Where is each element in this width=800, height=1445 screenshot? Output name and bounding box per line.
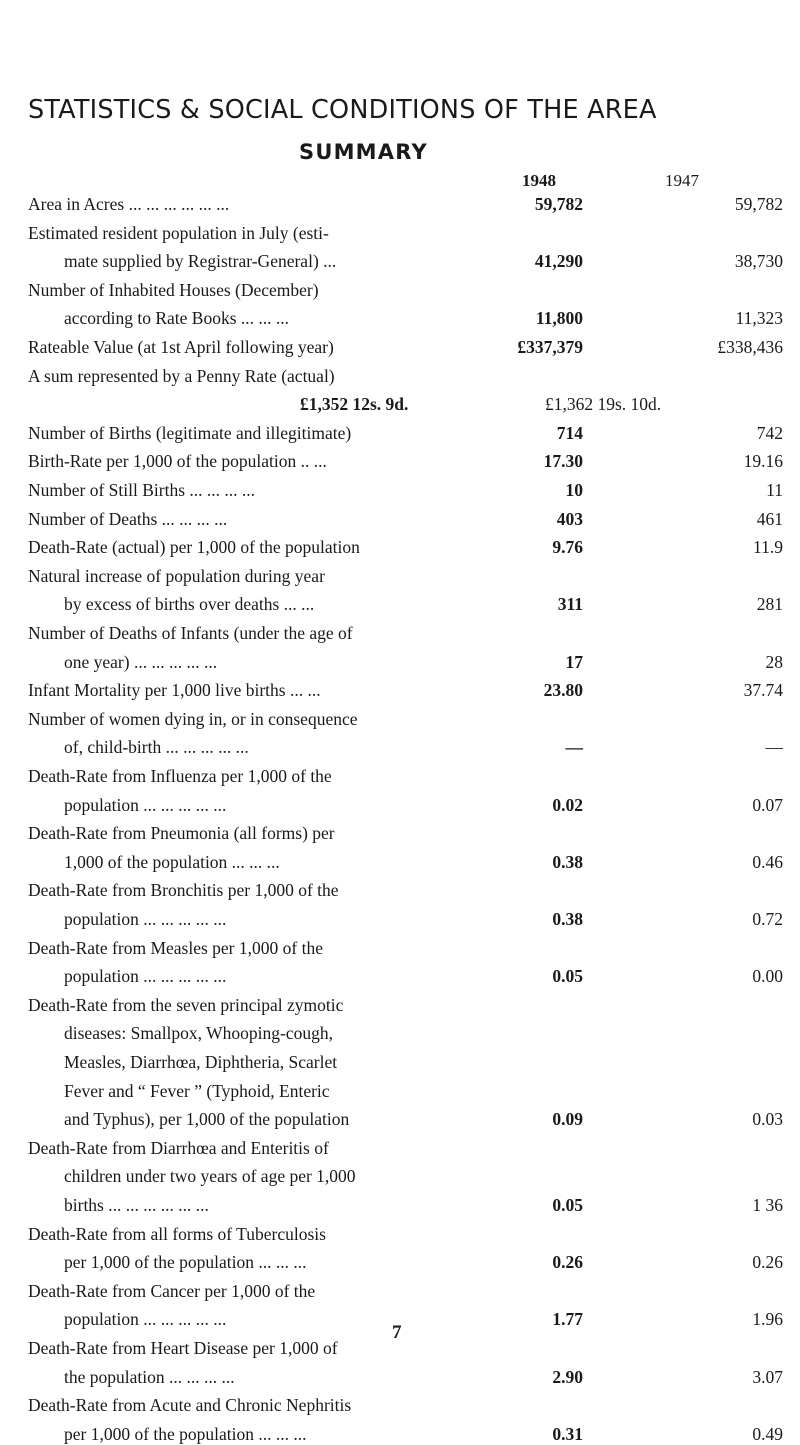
table-row-line (28, 336, 788, 358)
value-1947: 38,730 (734, 251, 783, 272)
value-1948: 1.77 (552, 1309, 583, 1330)
value-1948: 714 (556, 422, 583, 443)
table-row-line (28, 1051, 788, 1073)
row-label: Death-Rate from Heart Disease per 1,000 of (28, 1338, 338, 1358)
table-row-line (28, 1223, 788, 1245)
table-row-line (28, 1165, 788, 1187)
table-row-line (28, 879, 788, 901)
table-row-line (28, 1423, 788, 1445)
value-1948: 0.05 (552, 966, 583, 987)
value-1948: 311 (557, 594, 583, 615)
row-label: of, child-birth ... ... ... ... ... (64, 737, 249, 758)
value-1947: 461 (756, 508, 783, 529)
row-label: Rateable Value (at 1st April following year) (28, 337, 334, 357)
page-number: 7 (392, 1322, 402, 1343)
value-1947: 11,323 (735, 308, 783, 329)
table-row-line (28, 1394, 788, 1416)
row-label: Death-Rate from Cancer per 1,000 of the (28, 1280, 316, 1301)
value-1947: 0.00 (752, 966, 783, 987)
row-label: Estimated resident population in July (esti- (28, 222, 329, 243)
value-1947: 0.07 (752, 794, 783, 815)
value-1947: 37.74 (743, 680, 783, 701)
value-1947: 59,782 (734, 194, 783, 214)
value-1948: 0.05 (552, 1195, 583, 1215)
table-row-line (28, 651, 788, 673)
value-1947: — (765, 737, 783, 758)
row-label: per 1,000 of the population ... ... ... (64, 1423, 307, 1444)
value-1948: 59,782 (534, 194, 583, 214)
value-1948: 403 (556, 508, 583, 529)
value-1947: 742 (756, 422, 783, 443)
value-1948: £1,352 12s. 9d. (300, 394, 409, 415)
value-1947: 281 (756, 594, 783, 615)
row-label: Measles, Diarrhœa, Diphtheria, Scarlet (64, 1052, 338, 1072)
value-1948: 23.80 (543, 680, 583, 701)
table-row-line (28, 765, 788, 787)
value-1948: 17.30 (543, 451, 583, 472)
value-1947: 0.46 (752, 851, 783, 872)
row-label: and Typhus), per 1,000 of the population (64, 1109, 350, 1130)
column-header-1948: 1948 (522, 171, 556, 190)
value-1947: 0.72 (752, 909, 783, 929)
value-1947: 1.96 (752, 1309, 783, 1330)
table-row-line (28, 1194, 788, 1216)
table-row-line (28, 1308, 788, 1330)
value-1948: 11,800 (535, 308, 583, 329)
table-row-line (28, 1337, 788, 1359)
value-1948: 0.26 (552, 1252, 583, 1273)
row-label: Death-Rate from all forms of Tuberculosis (28, 1223, 326, 1244)
table-row-line (28, 994, 788, 1016)
table-row-line (28, 422, 788, 444)
value-1948: 0.31 (552, 1423, 583, 1444)
row-label: population ... ... ... ... ... (64, 966, 227, 987)
table-row-line (28, 822, 788, 844)
value-1947: £338,436 (717, 337, 783, 357)
row-label: Number of Inhabited Houses (December) (28, 279, 319, 300)
row-label: the population ... ... ... ... (64, 1366, 235, 1387)
row-label: Fever and “ Fever ” (Typhoid, Enteric (64, 1080, 330, 1101)
value-1948: 0.38 (552, 851, 583, 872)
table-row-line (28, 479, 788, 501)
value-1947: 0.26 (752, 1252, 783, 1273)
value-1948: 0.38 (552, 909, 583, 929)
table-row-line (28, 1366, 788, 1388)
table-row-line (28, 222, 788, 244)
row-label: diseases: Smallpox, Whooping-cough, (64, 1023, 333, 1044)
table-row-line (28, 736, 788, 758)
value-1947: 1 36 (752, 1195, 783, 1215)
value-1947: 0.49 (752, 1423, 783, 1444)
table-row-line (28, 450, 788, 472)
column-header-1947: 1947 (665, 171, 699, 190)
row-label: A sum represented by a Penny Rate (actual) (28, 365, 335, 386)
table-row-line (28, 794, 788, 816)
table-row-line (28, 536, 788, 558)
row-label: Death-Rate from the seven principal zymotic (28, 994, 344, 1015)
row-label: Death-Rate from Bronchitis per 1,000 of the (28, 880, 339, 901)
value-1947: £1,362 19s. 10d. (545, 394, 662, 415)
row-label: one year) ... ... ... ... ... (64, 651, 218, 672)
value-1947: 28 (765, 651, 783, 672)
table-row-line (28, 1280, 788, 1302)
row-label: per 1,000 of the population ... ... ... (64, 1252, 307, 1273)
value-1948: 2.90 (552, 1366, 583, 1387)
table-row-line (28, 622, 788, 644)
row-label: Natural increase of population during year (28, 565, 325, 586)
table-row-line (28, 365, 788, 387)
value-1947: 0.03 (752, 1109, 783, 1130)
row-label: Infant Mortality per 1,000 live births ... ... (28, 680, 321, 701)
row-label: Number of Deaths ... ... ... ... (28, 508, 228, 529)
table-row-line (28, 1251, 788, 1273)
row-label: Death-Rate from Pneumonia (all forms) per (28, 823, 335, 844)
table-row-line (28, 565, 788, 587)
table-row-line (28, 1022, 788, 1044)
row-label: Death-Rate from Acute and Chronic Nephritis (28, 1395, 352, 1416)
value-1948: 9.76 (552, 537, 583, 558)
value-1948: 0.02 (552, 794, 583, 815)
row-label: children under two years of age per 1,000 (64, 1166, 356, 1187)
table-row-line (28, 1080, 788, 1102)
row-label: Death-Rate (actual) per 1,000 of the population (28, 537, 360, 558)
row-label: mate supplied by Registrar-General) ... (64, 251, 337, 272)
row-label: Death-Rate from Influenza per 1,000 of the (28, 766, 332, 786)
row-label: Number of Deaths of Infants (under the age of (28, 623, 353, 643)
row-label: Number of women dying in, or in consequence (28, 708, 358, 729)
value-1948: 0.09 (552, 1109, 583, 1130)
table-row-line (28, 307, 788, 329)
value-1948: 17 (565, 651, 583, 672)
value-1948: — (565, 737, 583, 758)
value-1948: £337,379 (517, 337, 583, 357)
table-row-line (28, 250, 788, 272)
table-row-line (28, 937, 788, 959)
table-row-line (28, 708, 788, 730)
table-row-line (28, 593, 788, 615)
row-label: Number of Births (legitimate and illegitimate) (28, 422, 352, 443)
row-label: population ... ... ... ... ... (64, 909, 227, 929)
row-label: births ... ... ... ... ... ... (64, 1195, 209, 1215)
penny-rate-values-line (28, 393, 788, 415)
row-label: by excess of births over deaths ... ... (64, 594, 315, 615)
table-row-line (28, 508, 788, 530)
value-1948: 10 (565, 480, 583, 500)
value-1947: 11 (766, 480, 783, 500)
row-label: population ... ... ... ... ... (64, 794, 227, 815)
table-row-line (28, 679, 788, 701)
row-label: according to Rate Books ... ... ... (64, 308, 290, 329)
page-title: STATISTICS & SOCIAL CONDITIONS OF THE AREA (28, 95, 657, 125)
table-row-line (28, 193, 788, 215)
row-label: population ... ... ... ... ... (64, 1309, 227, 1330)
row-label: Number of Still Births ... ... ... ... (28, 480, 256, 500)
value-1948: 41,290 (534, 251, 583, 272)
table-row-line (28, 851, 788, 873)
table-row-line (28, 1137, 788, 1159)
row-label: Area in Acres ... ... ... ... ... ... (28, 194, 230, 214)
value-1947: 3.07 (752, 1366, 783, 1387)
section-subtitle: SUMMARY (299, 140, 428, 164)
table-row-line (28, 965, 788, 987)
table-row-line (28, 1108, 788, 1130)
value-1947: 19.16 (743, 451, 783, 472)
row-label: 1,000 of the population ... ... ... (64, 851, 280, 872)
table-row-line (28, 908, 788, 930)
row-label: Death-Rate from Measles per 1,000 of the (28, 937, 323, 958)
row-label: Death-Rate from Diarrhœa and Enteritis of (28, 1137, 329, 1158)
row-label: Birth-Rate per 1,000 of the population .. ... (28, 451, 327, 472)
table-row-line (28, 279, 788, 301)
value-1947: 11.9 (753, 537, 783, 558)
